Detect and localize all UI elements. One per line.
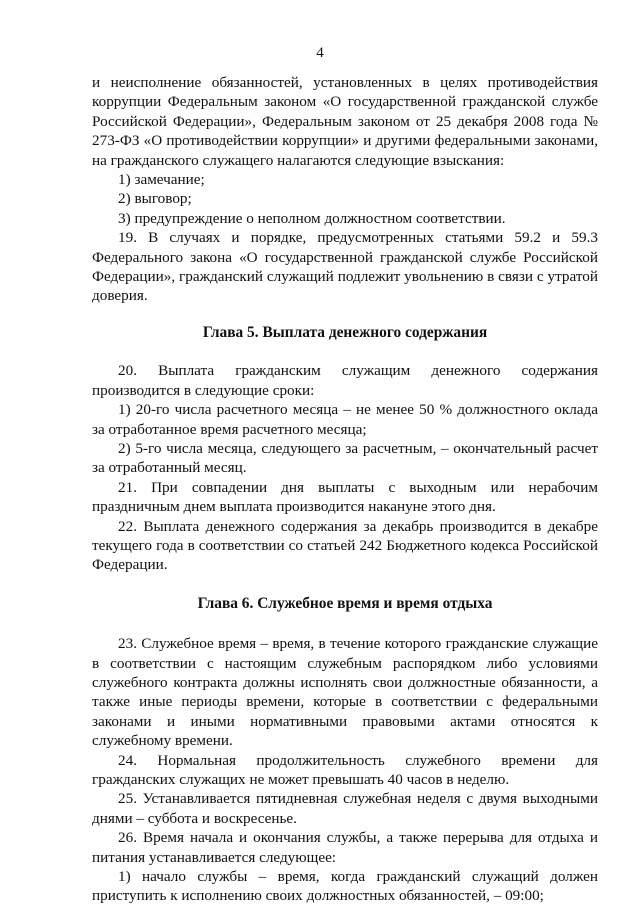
list-item-service-start: 1) начало службы – время, когда гражданский служащий должен приступить к исполнению своих должностных обязанностей, – 09:00; (92, 868, 598, 905)
page-number: 4 (316, 45, 324, 61)
paragraph-21: 21. При совпадении дня выплаты с выходным или нерабочим праздничным днем выплата производится накануне этого дня. (92, 478, 598, 516)
list-item-remark: 1) замечание; (118, 171, 205, 189)
paragraph-24: 24. Нормальная продолжительность служебного времени для гражданских служащих не может превышать 40 часов в неделю. (92, 751, 598, 788)
list-item-payment-5th: 2) 5-го числа месяца, следующего за расчетным, – окончательный расчет за отработанный месяц. (92, 439, 598, 477)
paragraph-20: 20. Выплата гражданским служащим денежного содержания производится в следующие сроки: (92, 362, 598, 399)
paragraph-26: 26. Время начала и окончания службы, а также перерыва для отдыха и питания устанавливается следующее: (92, 829, 598, 866)
chapter-6-heading: Глава 6. Служебное время и время отдыха (197, 594, 493, 612)
paragraph-22: 22. Выплата денежного содержания за декабрь производится в декабре текущего года в соответствии со статьей 242 Бюджетного кодекса Российской Федерации. (92, 517, 598, 574)
paragraph-19: 19. В случаях и порядке, предусмотренных статьями 59.2 и 59.3 Федерального закона «О государственной гражданской службе Российской Федерации», гражданский служащий подлежит увольнению в связи с утратой доверия. (92, 229, 598, 305)
list-item-warning: 3) предупреждение о неполном должностном соответствии. (118, 209, 506, 227)
paragraph-23: 23. Служебное время – время, в течение которого гражданские служащие в соответствии с настоящим служебным распорядком либо условиями служебного контракта должны исполнять свои должностные обязанности, а также иные периоды времени, которые в соответствии с федеральными законами и иными нормативными правовыми актами относятся к служебному времени. (92, 635, 598, 750)
document-body (92, 73, 598, 906)
list-item-payment-20th: 1) 20-го числа расчетного месяца – не менее 50 % должностного оклада за отработанное время расчетного месяца; (92, 401, 598, 438)
list-item-reprimand: 2) выговор; (118, 190, 192, 208)
paragraph-25: 25. Устанавливается пятидневная служебная неделя с двумя выходными днями – суббота и воскресенье. (92, 790, 598, 827)
paragraph-penalties-intro: и неисполнение обязанностей, установленных в целях противодействия коррупции Федеральным законом «О государственной гражданской службе Российской Федерации», Федеральным законом от 25 декабря 2008 года № 273-ФЗ «О противодействии коррупции» и другими федеральными законами, на гражданского служащего налагаются следующие взыскания: (92, 74, 598, 169)
chapter-5-heading: Глава 5. Выплата денежного содержания (202, 323, 488, 341)
